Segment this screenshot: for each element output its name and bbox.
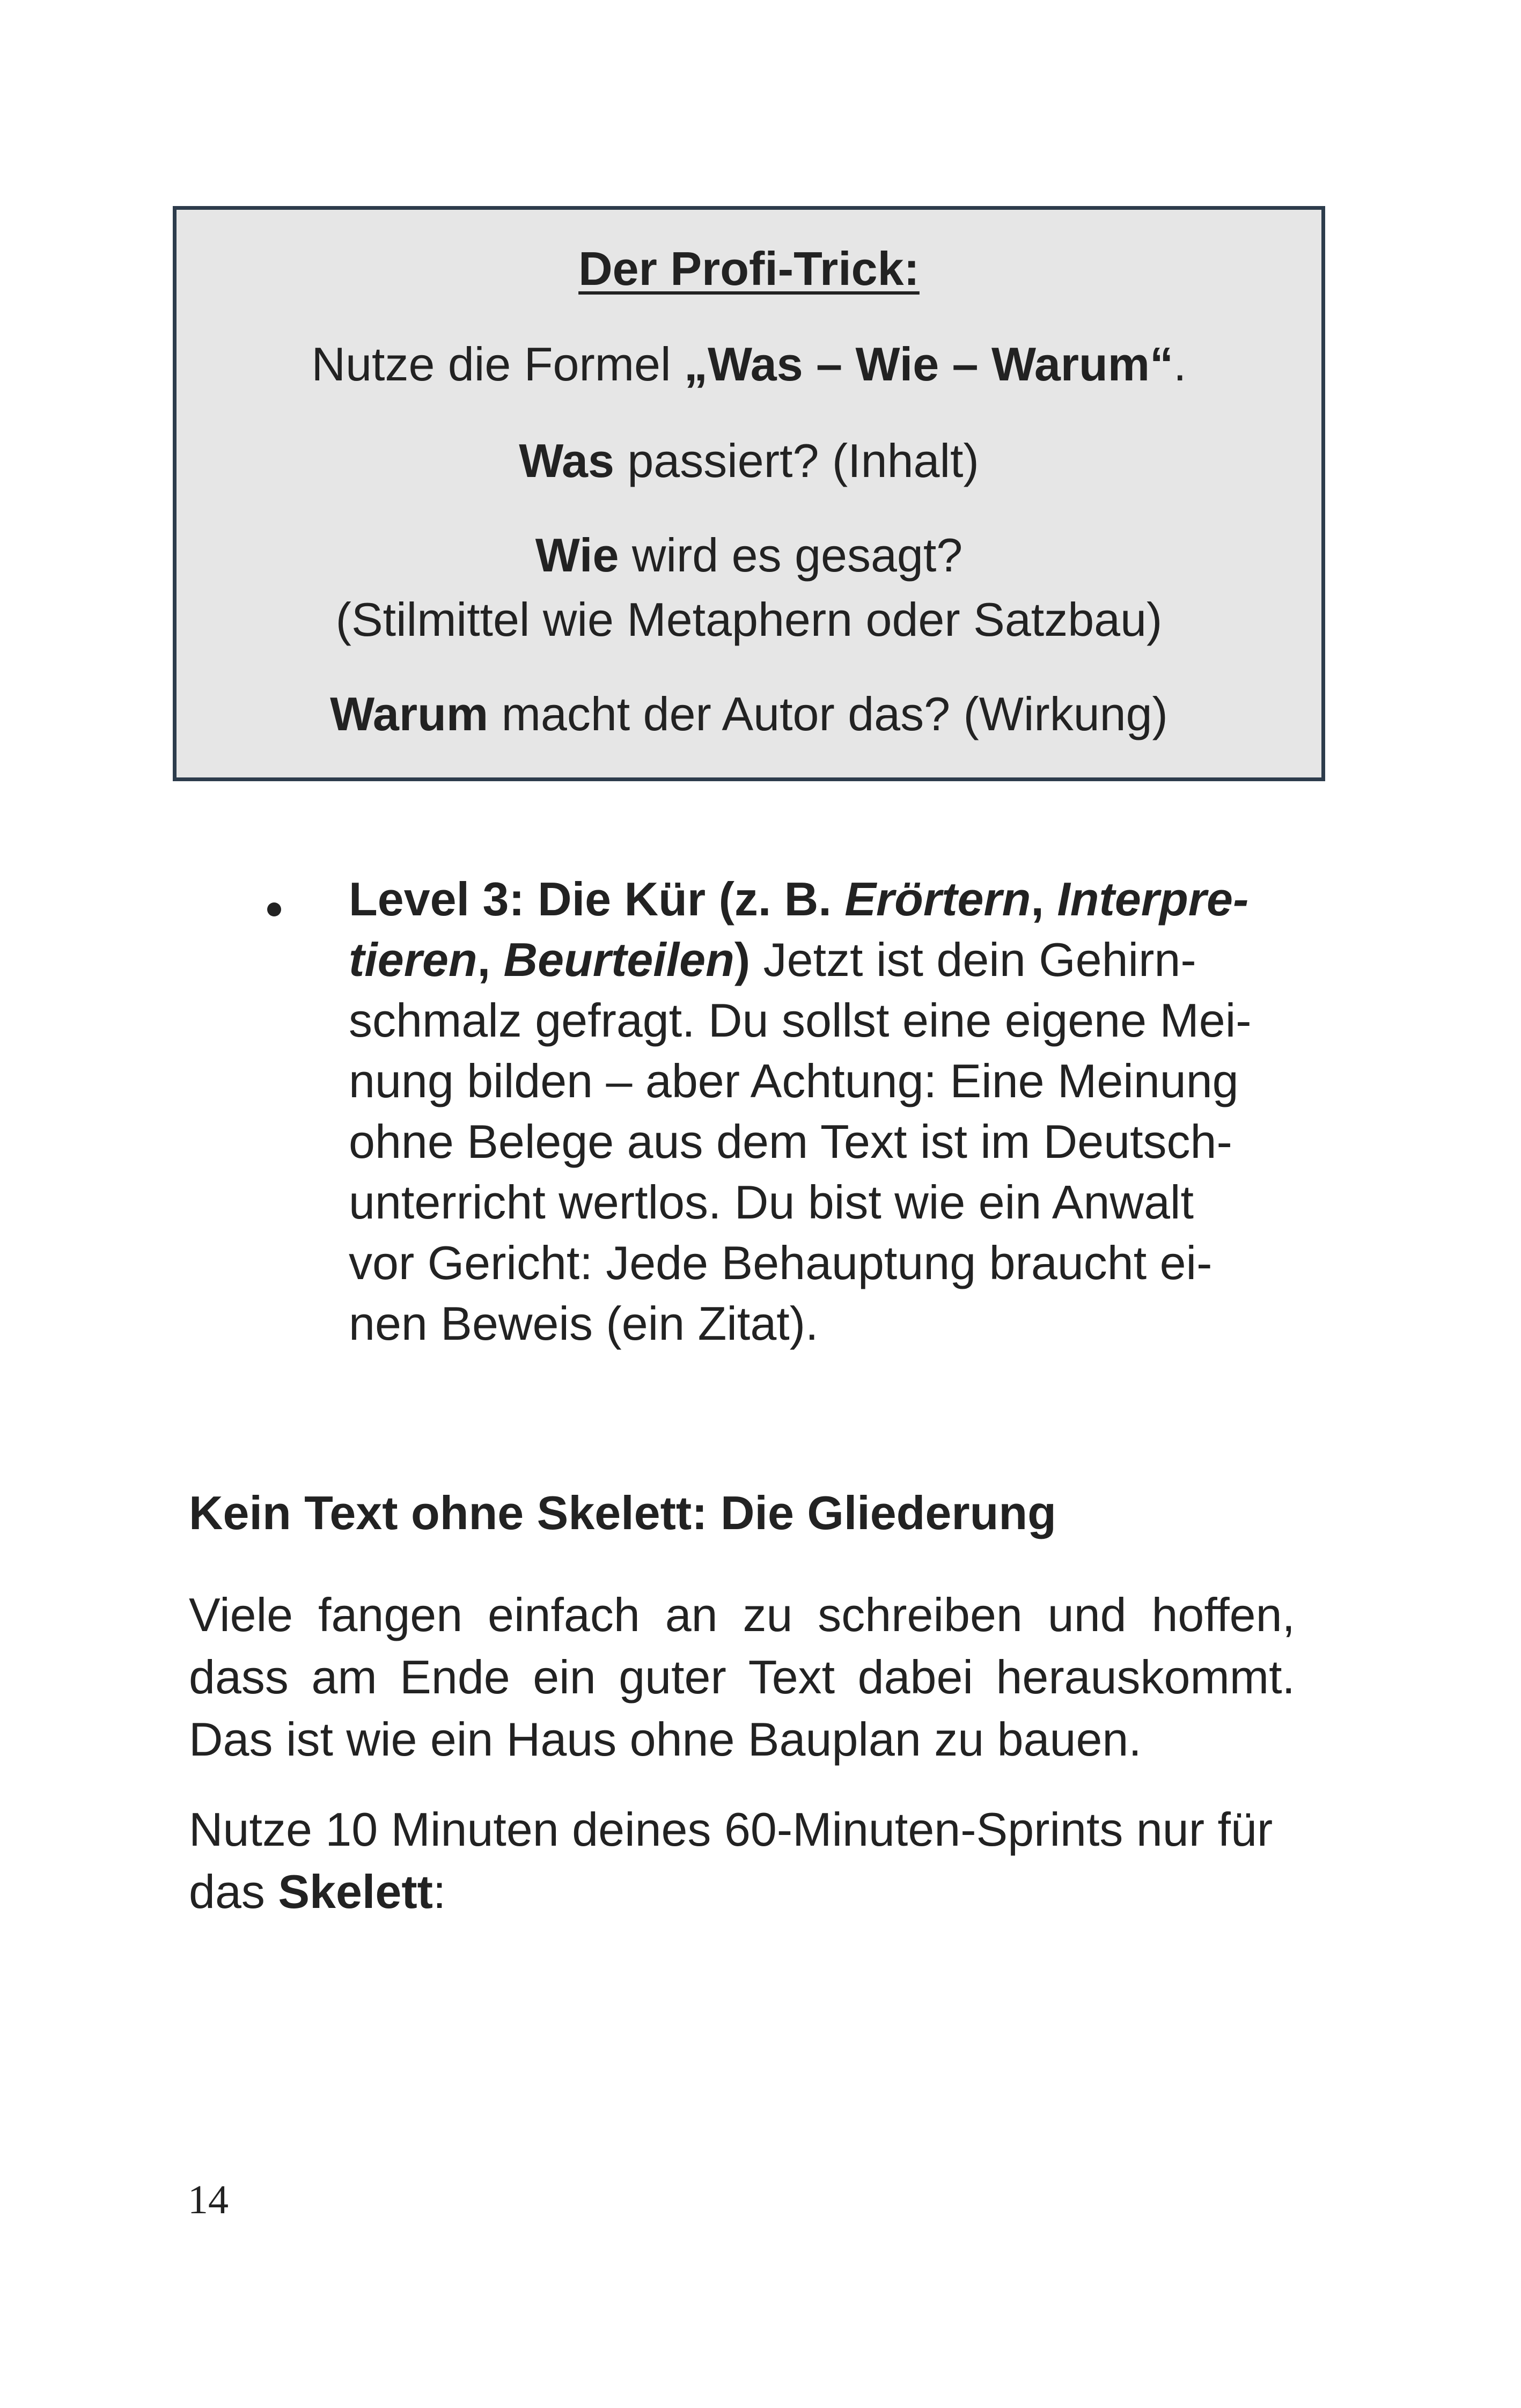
tip-title-line: [177, 237, 1321, 301]
paragraph-2-line-1: Nutze 10 Minuten deines 60-Minuten-Sprints nur für: [189, 1803, 1273, 1856]
bullet-line-2-text: Jetzt ist dein Gehirn-: [750, 933, 1196, 986]
tip-title: Der Profi-Trick:: [578, 242, 920, 295]
paragraph-2-suffix: :: [432, 1865, 446, 1918]
bullet-point-icon: [267, 902, 281, 916]
term-separator: ,: [1031, 872, 1057, 926]
term-interpretieren-part2: tieren: [349, 933, 477, 986]
formula-suffix: .: [1173, 337, 1187, 391]
was-line: [177, 429, 1321, 493]
warum-line: [177, 682, 1321, 746]
bullet-line-7: vor Gericht: Jede Behauptung braucht ei-: [349, 1236, 1213, 1289]
was-keyword: Was: [519, 434, 614, 487]
term-interpretieren-part1: Interpre-: [1057, 872, 1249, 926]
wie-text: wird es gesagt?: [619, 528, 963, 582]
skelett-keyword: Skelett: [278, 1865, 433, 1918]
bullet-label: Level 3: Die Kür (z. B.: [349, 872, 845, 926]
formula-bold: „Was – Wie – Warum“: [684, 337, 1174, 391]
wie-keyword: Wie: [535, 528, 619, 582]
term-eroertern: Erörtern: [844, 872, 1031, 926]
paragraph-1: [189, 1584, 1295, 1771]
warum-text: macht der Autor das? (Wirkung): [488, 687, 1168, 740]
formula-prefix: Nutze die Formel: [311, 337, 684, 391]
paragraph-1-line-2: dass am Ende ein guter Text dabei herauskommt.: [189, 1650, 1295, 1704]
bullet-line-8: nen Beweis (ein Zitat).: [349, 1297, 819, 1350]
bullet-line-2: [349, 929, 1357, 990]
paragraph-2-line-2: [189, 1861, 1295, 1923]
term-beurteilen: Beurteilen: [503, 933, 734, 986]
paragraph-1-line-3: Das ist wie ein Haus ohne Bauplan zu bauen.: [189, 1713, 1142, 1766]
bullet-line-3: schmalz gefragt. Du sollst eine eigene Mei-: [349, 994, 1252, 1047]
section-heading: Kein Text ohne Skelett: Die Gliederung: [189, 1486, 1056, 1539]
term-separator: ,: [477, 933, 504, 986]
formula-line: [177, 332, 1321, 397]
was-text: passiert? (Inhalt): [614, 434, 979, 487]
paragraph-1-line-1: Viele fangen einfach an zu schreiben und hoffen,: [189, 1588, 1295, 1641]
wie-detail: (Stilmittel wie Metaphern oder Satzbau): [335, 593, 1163, 646]
term-close: ): [734, 933, 751, 986]
bullet-line-4: nung bilden – aber Achtung: Eine Meinung: [349, 1054, 1239, 1107]
warum-keyword: Warum: [330, 687, 489, 740]
paragraph-2: [189, 1798, 1295, 1923]
bullet-line-5: ohne Belege aus dem Text ist im Deutsch-: [349, 1115, 1232, 1168]
wie-detail-line: [177, 588, 1321, 652]
page-number: 14: [188, 2177, 229, 2222]
bullet-line-6: unterricht wertlos. Du bist wie ein Anwalt: [349, 1176, 1194, 1229]
profi-trick-box: [173, 206, 1325, 781]
level3-bullet: [349, 869, 1357, 1354]
bullet-line-1: [349, 869, 1357, 929]
paragraph-2-prefix: das: [189, 1865, 278, 1918]
wie-line: [177, 523, 1321, 588]
